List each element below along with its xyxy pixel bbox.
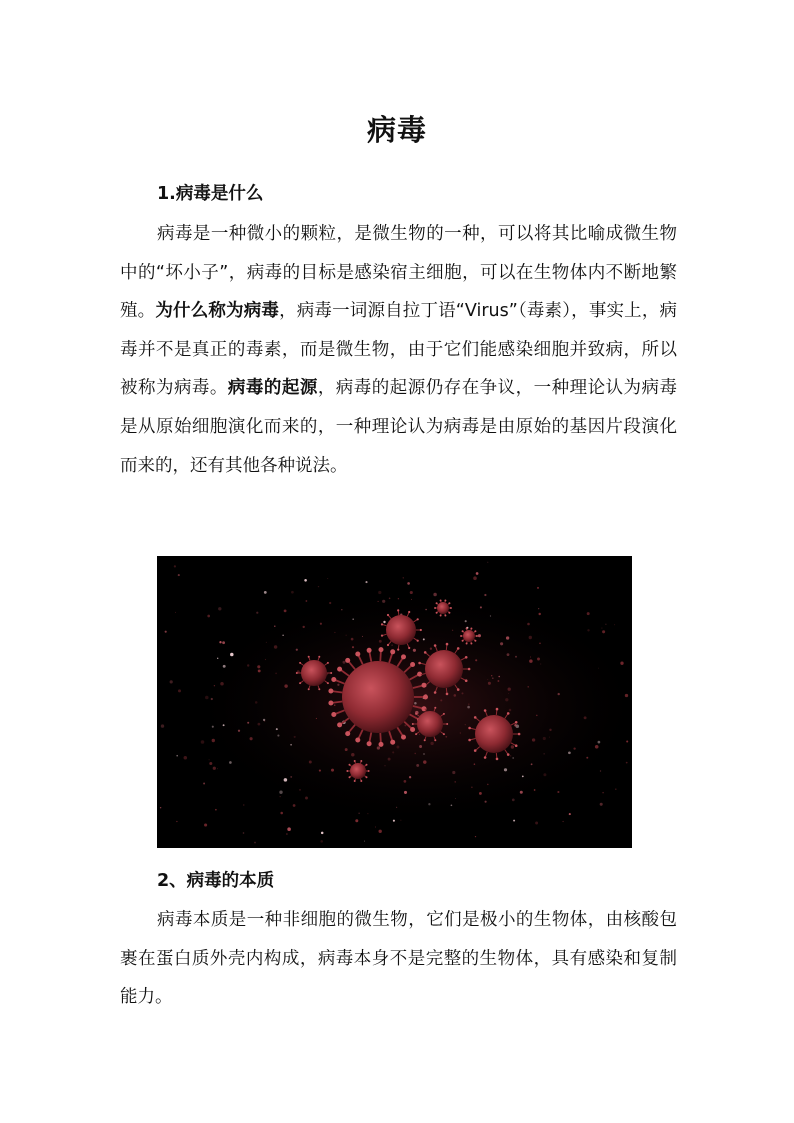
particle	[505, 698, 508, 701]
particle	[479, 792, 482, 795]
particle	[528, 686, 529, 687]
particle	[286, 833, 288, 835]
particle	[563, 821, 564, 822]
particle	[247, 722, 249, 724]
particle	[573, 747, 575, 749]
virus-illustration	[157, 556, 632, 848]
particle	[465, 724, 466, 725]
particle	[549, 737, 550, 738]
particle	[178, 574, 180, 576]
particle	[474, 763, 476, 765]
particle	[265, 659, 266, 660]
particle	[557, 791, 559, 793]
particle	[385, 765, 386, 766]
particle	[410, 591, 413, 594]
particle	[331, 769, 334, 772]
particle	[462, 692, 464, 694]
particle	[423, 753, 424, 754]
particle	[527, 623, 530, 626]
particle	[209, 759, 210, 760]
particle	[403, 577, 404, 578]
particle	[586, 757, 588, 759]
particle	[419, 745, 422, 748]
particle	[222, 641, 225, 644]
particle	[549, 729, 551, 731]
particle	[217, 658, 218, 659]
paragraph-text: ，病毒一词源自拉丁语“Virus”（毒素），事实上，病毒并不是真正的毒素，而是微生物，由于它们能感染细胞并致病，所以被称为病毒。	[120, 301, 678, 399]
particle	[537, 587, 539, 589]
particle	[506, 636, 509, 639]
particle	[423, 638, 425, 640]
particle	[430, 742, 433, 745]
particle	[207, 615, 210, 618]
particle	[318, 586, 319, 587]
particle	[504, 768, 507, 771]
particle	[440, 699, 442, 701]
virus-illustration-canvas	[157, 556, 632, 848]
particle	[451, 804, 453, 806]
particle	[428, 803, 430, 805]
particle	[176, 821, 177, 822]
particle	[256, 612, 258, 614]
particle	[161, 724, 164, 727]
particle	[220, 682, 224, 686]
section-paragraph-virus-nature: 病毒本质是一种非细胞的微生物，它们是极小的生物体，由核酸包裹在蛋白质外壳内构成，病毒本身不是完整的生物体，具有感染和复制能力。	[120, 910, 677, 1008]
particle	[413, 649, 416, 652]
particle	[507, 653, 510, 656]
particle	[217, 768, 218, 769]
particle	[352, 618, 354, 620]
particle	[620, 662, 623, 665]
particle	[598, 668, 599, 669]
particle	[367, 813, 368, 814]
particle	[537, 658, 540, 661]
particle	[319, 770, 321, 772]
particle	[352, 646, 354, 648]
particle	[382, 600, 385, 603]
particle	[558, 693, 560, 695]
particle	[601, 628, 602, 629]
particle	[513, 820, 515, 822]
paragraph-text: 病毒是一种微小的颗粒，是微生物的一种，可以将其比喻成微生物中的“坏小子”，病毒的目标是感染宿主细胞，可以在生物体内不断地繁殖。	[120, 224, 677, 322]
particle	[247, 664, 249, 666]
particle	[487, 679, 488, 680]
particle	[543, 737, 546, 740]
particle	[510, 755, 511, 756]
particle	[625, 694, 628, 697]
particle	[178, 689, 181, 692]
particle	[452, 771, 455, 774]
paragraph-text: ，病毒的起源仍存在争议，一种理论认为病毒是从原始细胞演化而来的，一种理论认为病毒是由原始的基因片段演化而来的，还有其他各种说法。	[120, 378, 678, 476]
particle	[250, 737, 253, 740]
particle	[476, 572, 479, 575]
particle	[488, 682, 491, 685]
particle	[321, 832, 324, 835]
particle	[467, 706, 470, 709]
particle	[290, 776, 292, 778]
particle	[602, 630, 605, 633]
particle	[329, 602, 331, 604]
particle	[275, 673, 277, 675]
particle	[409, 776, 411, 778]
particle	[509, 709, 512, 712]
particle	[379, 830, 382, 833]
particle	[320, 840, 323, 843]
particle	[365, 581, 367, 583]
particle	[327, 578, 328, 579]
particle	[539, 642, 541, 644]
particle	[165, 631, 167, 633]
particle	[223, 724, 225, 726]
particle	[512, 799, 515, 802]
particle	[274, 645, 277, 648]
particle	[230, 653, 234, 657]
particle	[211, 698, 213, 700]
particle	[500, 642, 503, 645]
particle	[605, 624, 606, 625]
particle	[266, 642, 267, 643]
particle	[425, 609, 427, 611]
particle	[342, 661, 345, 664]
particle	[498, 676, 500, 678]
particle	[392, 751, 394, 753]
particle	[407, 582, 410, 585]
particle	[454, 694, 457, 697]
particle	[487, 784, 489, 786]
particle	[264, 591, 267, 594]
particle	[351, 753, 354, 756]
particle	[530, 657, 531, 658]
particle	[294, 736, 296, 738]
particle	[299, 789, 300, 790]
particle	[389, 598, 391, 600]
particle	[345, 748, 348, 751]
particle	[614, 624, 615, 625]
particle	[411, 599, 412, 600]
document-title: 病毒	[366, 113, 427, 147]
particle	[396, 807, 397, 808]
particle	[508, 688, 511, 691]
particle	[600, 803, 603, 806]
particle	[538, 608, 539, 609]
particle	[532, 738, 535, 741]
particle	[263, 719, 265, 721]
particle	[587, 612, 590, 615]
particle	[508, 693, 509, 694]
particle	[287, 827, 291, 831]
particle	[492, 677, 494, 679]
particle	[279, 791, 282, 794]
particle	[383, 621, 385, 623]
particle	[362, 636, 363, 637]
particle	[379, 640, 382, 643]
particle	[391, 644, 392, 645]
particle	[214, 685, 215, 686]
particle	[282, 635, 283, 636]
particle	[568, 751, 571, 754]
particle	[536, 715, 538, 717]
particle	[626, 762, 628, 764]
particle	[445, 736, 447, 738]
particle	[414, 753, 415, 754]
particle	[359, 813, 360, 814]
paragraph-bold-phrase: 病毒的起源	[227, 378, 318, 399]
particle	[491, 675, 492, 676]
particle	[377, 746, 380, 749]
particle	[414, 702, 417, 705]
particle	[475, 836, 476, 837]
particle	[243, 804, 244, 805]
particle	[212, 739, 215, 742]
particle	[529, 636, 532, 639]
particle	[337, 684, 339, 686]
particle	[468, 703, 470, 705]
particle	[513, 758, 514, 759]
particle	[626, 740, 628, 742]
particle	[174, 565, 176, 567]
particle	[484, 594, 486, 596]
particle	[334, 632, 335, 633]
particle	[219, 641, 221, 643]
particle	[540, 664, 541, 665]
particle	[316, 718, 317, 719]
particle	[303, 626, 305, 628]
particle	[243, 832, 245, 834]
section-heading-virus-nature: 2、病毒的本质	[157, 871, 275, 891]
particle	[364, 841, 365, 842]
particle	[334, 704, 336, 706]
particle	[600, 770, 601, 771]
particle	[218, 607, 221, 610]
particle	[309, 761, 312, 764]
particle	[465, 620, 467, 622]
particle	[203, 783, 205, 785]
particle	[223, 665, 226, 668]
particle	[351, 638, 354, 641]
particle	[452, 630, 453, 631]
particle	[284, 684, 287, 687]
particle	[276, 728, 278, 730]
particle	[176, 755, 178, 757]
particle	[423, 760, 426, 763]
particle	[205, 696, 209, 700]
particle	[280, 812, 283, 815]
particle	[602, 792, 604, 794]
particle	[544, 753, 545, 754]
particle	[404, 791, 407, 794]
particle	[531, 763, 533, 765]
paragraph-bold-phrase: 为什么称为病毒	[155, 301, 280, 322]
particle	[522, 776, 524, 778]
particle	[215, 809, 217, 811]
particle	[254, 842, 256, 844]
particle	[478, 634, 481, 637]
particle	[284, 610, 287, 613]
particle	[433, 593, 437, 597]
particle	[274, 625, 275, 626]
particle	[534, 789, 536, 791]
section-heading-what-is-virus: 1.病毒是什么	[157, 184, 264, 204]
particle	[258, 669, 261, 672]
particle	[598, 741, 601, 744]
particle	[514, 724, 517, 727]
particle	[430, 648, 432, 650]
particle	[520, 791, 523, 794]
particle	[290, 744, 292, 746]
particle	[471, 787, 472, 788]
particle	[511, 745, 514, 748]
particle	[378, 591, 381, 594]
particle	[487, 562, 488, 563]
particle	[320, 623, 322, 625]
particle	[184, 756, 188, 760]
particle	[485, 801, 487, 803]
particle	[400, 820, 401, 821]
particle	[170, 680, 173, 683]
particle	[257, 665, 260, 668]
particle	[404, 780, 407, 783]
particle	[595, 745, 599, 749]
particle	[201, 740, 205, 744]
particle	[346, 635, 347, 636]
particle	[529, 659, 533, 663]
particle	[393, 820, 395, 822]
particle	[615, 788, 616, 789]
particle	[291, 591, 294, 594]
particle	[515, 656, 517, 658]
particle	[293, 804, 296, 807]
particle	[378, 601, 379, 602]
particle	[584, 716, 587, 719]
particle	[258, 723, 261, 726]
particle	[538, 613, 540, 615]
particle	[160, 807, 161, 808]
particle	[305, 797, 308, 800]
particle	[238, 730, 240, 732]
particle	[306, 600, 308, 602]
particle	[284, 778, 288, 782]
particle	[460, 732, 461, 733]
section-paragraph-what-is-virus	[120, 215, 677, 485]
particle	[209, 762, 212, 765]
particle	[341, 609, 342, 610]
particle	[473, 576, 477, 580]
particle	[304, 579, 307, 582]
particle	[355, 819, 358, 822]
particle	[497, 680, 499, 682]
particle	[204, 823, 207, 826]
particle	[212, 726, 214, 728]
particle	[213, 767, 216, 770]
particle	[543, 773, 546, 776]
particle	[416, 764, 419, 767]
particle	[277, 735, 279, 737]
particle	[396, 746, 399, 749]
particle	[480, 606, 482, 608]
particle	[454, 781, 455, 782]
particle	[255, 701, 258, 704]
particle	[535, 822, 538, 825]
particle	[587, 629, 589, 631]
particle	[398, 598, 399, 599]
particle	[490, 615, 491, 616]
particle	[229, 761, 232, 764]
particle	[175, 612, 176, 613]
particle	[569, 813, 571, 815]
particle	[455, 798, 456, 799]
particle	[388, 758, 391, 761]
particle	[404, 724, 406, 726]
particle	[475, 659, 477, 661]
particle	[280, 796, 281, 797]
particle	[419, 734, 420, 735]
particle	[375, 827, 376, 828]
particle	[296, 649, 298, 651]
